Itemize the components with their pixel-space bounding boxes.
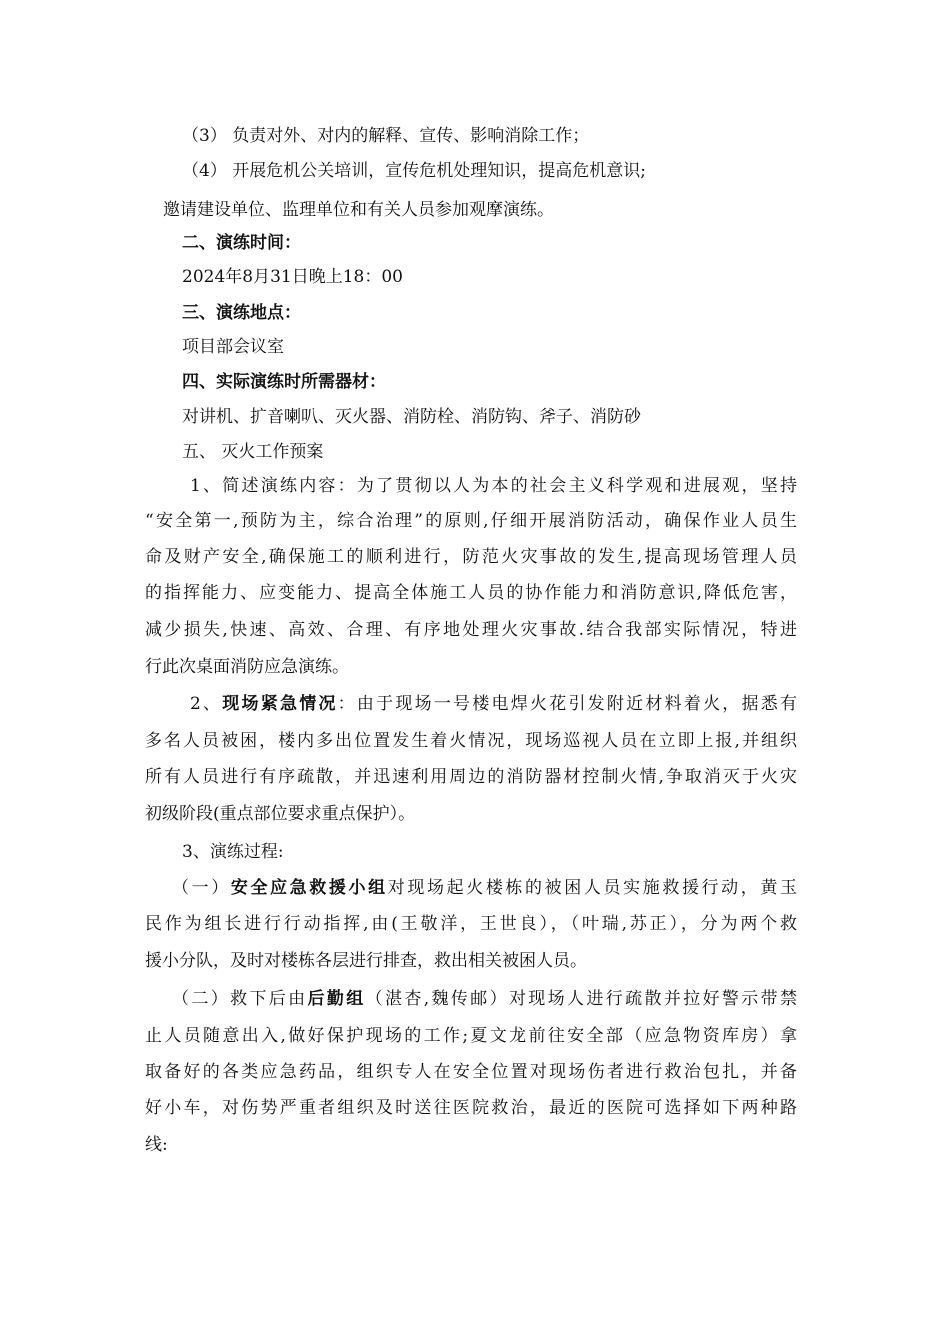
para-2-line-4: 初级阶段(重点部位要求重点保护）。 [145,804,416,824]
drill-location-text: 项目部会议室 [182,337,284,357]
section-2-line-1 [172,985,797,1013]
para-2-line-2: 多名人员被困，楼内多出位置发生着火情况，现场巡视人员在立即上报,并组织 [145,731,797,751]
para-1-line-5: 减少损失,快速、高效、合理、有序地处理火灾事故.结合我部实际情况，特进 [145,620,797,640]
para-1-line-1: 1、简述演练内容：为了贯彻以人为本的社会主义科学观和进展观，坚持 [190,476,797,496]
drill-process-heading: 3、演练过程: [182,842,284,862]
equipment-text: 对讲机、扩音喇叭、灭火器、消防栓、消防钩、斧子、消防砂 [182,407,641,427]
para-1-line-6: 行此次桌面消防应急演练。 [145,657,349,677]
heading-drill-time: 二、演练时间： [182,233,301,253]
section-1-line-2: 民作为组长进行行动指挥,由(王敬洋，王世良），（叶瑞,苏正），分为两个救 [145,914,797,934]
heading-fire-plan: 五、 灭火工作预案 [182,442,324,462]
section-2-line-1-text: （湛杏,魏传邮）对现场人进行疏散并拉好警示带禁 [365,989,798,1009]
emergency-situation-label: 现场紧急情况 [222,694,338,714]
para-1-line-3: 命及财产安全,确保施工的顺利进行，防范火灾事故的发生,提高现场管理人员 [145,547,797,567]
para-1-line-2: “安全第一,预防为主，综合治理”的原则,仔细开展消防活动，确保作业人员生 [145,511,797,531]
para-1-line-4: 的指挥能力、应变能力、提高全体施工人员的协作能力和消防意识,降低危害， [145,583,797,603]
section-2-line-2: 止人员随意出入,做好保护现场的工作;夏文龙前往安全部（应急物资库房）拿 [145,1026,797,1046]
rescue-team-label: 安全应急救援小组 [230,878,388,898]
logistics-team-label: 后勤组 [307,989,366,1009]
para-2-line-1 [190,690,797,718]
section-1-line-1 [172,874,797,902]
para-2-number: 2、 [190,694,223,714]
para-2-line-3: 所有人员进行有序疏散，并迅速利用周边的消防器材控制火情,争取消灭于火灾 [145,767,797,787]
section-1-line-3: 援小分队，及时对楼栋各层进行排查，救出相关被困人员。 [145,951,587,971]
invitation-text: 邀请建设单位、监理单位和有关人员参加观摩演练。 [163,200,554,220]
heading-equipment: 四、实际演练时所需器材： [182,372,386,392]
section-2-line-4: 好小车，对伤势严重者组织及时送往医院救治，最近的医院可选择如下两种路 [145,1098,797,1118]
section-2-prefix: （二）救下后由 [172,989,308,1009]
list-item-3: （3） 负责对外、对内的解释、宣传、影响消除工作； [182,126,590,146]
section-2-line-3: 取备好的各类应急药品，组织专人在安全位置对现场伤者进行救治包扎，并备 [145,1062,797,1082]
heading-drill-location: 三、演练地点： [182,303,301,323]
drill-time-text: 2024年8月31日晚上18：00 [182,267,403,287]
section-1-number: （一） [172,878,231,898]
section-1-line-1-text: 对现场起火楼栋的被困人员实施救援行动，黄玉 [387,878,798,898]
section-2-line-5: 线: [145,1135,168,1155]
para-2-line-1-text: ：由于现场一号楼电焊火花引发附近材料着火，据悉有 [337,694,797,714]
list-item-4: （4） 开展危机公关培训，宣传危机处理知识，提高危机意识; [182,161,646,181]
